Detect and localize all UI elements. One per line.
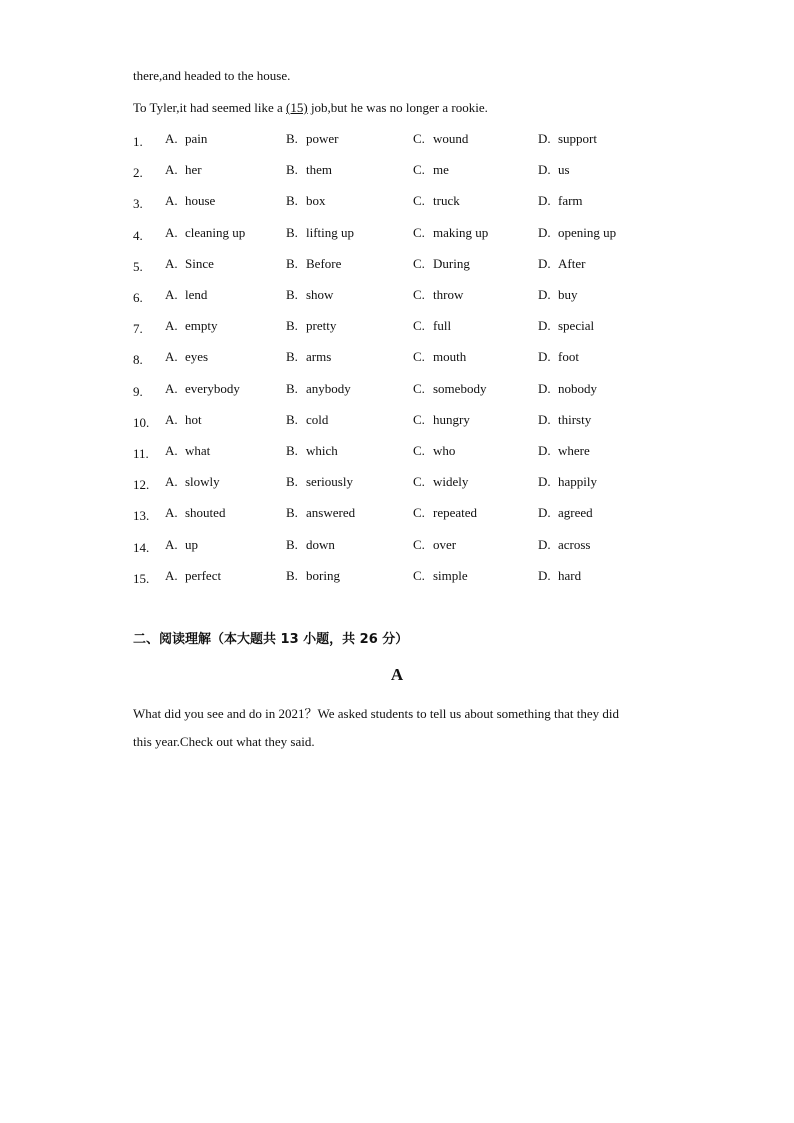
option-c bbox=[413, 568, 468, 584]
option-text: boring bbox=[306, 567, 340, 583]
option-text: anybody bbox=[306, 380, 351, 396]
option-b bbox=[286, 381, 351, 397]
option-b bbox=[286, 225, 354, 241]
option-letter: B. bbox=[286, 443, 298, 458]
question-number: 7. bbox=[133, 321, 143, 337]
option-c bbox=[413, 131, 468, 147]
option-d bbox=[538, 505, 593, 521]
option-d bbox=[538, 349, 579, 365]
option-text: power bbox=[306, 131, 339, 146]
option-a bbox=[165, 443, 210, 459]
question-number: 4. bbox=[133, 227, 143, 243]
option-c bbox=[413, 349, 466, 365]
option-text: nobody bbox=[558, 380, 597, 396]
option-text: repeated bbox=[433, 505, 478, 521]
option-text: who bbox=[433, 443, 456, 458]
option-c bbox=[413, 287, 463, 303]
option-letter: D. bbox=[538, 131, 551, 146]
option-letter: B. bbox=[286, 318, 298, 334]
option-letter: B. bbox=[286, 505, 298, 521]
option-letter: B. bbox=[286, 162, 298, 178]
question-row bbox=[133, 349, 693, 369]
question-row bbox=[133, 162, 693, 182]
option-text: throw bbox=[433, 287, 464, 302]
option-letter: D. bbox=[538, 443, 551, 458]
option-b bbox=[286, 505, 355, 521]
option-d bbox=[538, 474, 597, 490]
option-letter: C. bbox=[413, 567, 425, 583]
option-text: happily bbox=[558, 474, 597, 490]
option-letter: A. bbox=[165, 411, 178, 427]
option-text: During bbox=[433, 255, 470, 271]
option-a bbox=[165, 474, 220, 490]
option-letter: A. bbox=[165, 505, 178, 521]
question-number: 10. bbox=[133, 414, 150, 430]
option-text: where bbox=[558, 443, 590, 458]
question-row bbox=[133, 474, 693, 494]
option-c bbox=[413, 505, 477, 521]
option-letter: D. bbox=[538, 349, 551, 365]
question-number: 13. bbox=[133, 508, 150, 524]
option-a bbox=[165, 162, 202, 178]
question-row bbox=[133, 256, 693, 276]
option-text: hot bbox=[185, 411, 202, 427]
question-number: 8. bbox=[133, 352, 143, 368]
option-letter: C. bbox=[413, 287, 425, 302]
question-number: 3. bbox=[133, 196, 143, 212]
question-number: 15. bbox=[133, 570, 150, 586]
option-letter: D. bbox=[538, 162, 551, 178]
passage-intro-line-2: this year.Check out what they said. bbox=[133, 734, 315, 749]
option-text: full bbox=[433, 318, 452, 334]
option-text: which bbox=[306, 443, 338, 458]
option-c bbox=[413, 318, 451, 334]
option-text: what bbox=[185, 443, 211, 458]
option-text: farm bbox=[558, 193, 583, 209]
passage-text-before-blank: To Tyler,it had seemed like a bbox=[133, 100, 287, 115]
option-letter: A. bbox=[165, 162, 178, 178]
question-number: 14. bbox=[133, 539, 150, 555]
option-a bbox=[165, 537, 198, 553]
option-text: opening up bbox=[558, 224, 617, 240]
option-a bbox=[165, 287, 207, 303]
option-text: eyes bbox=[185, 349, 209, 365]
passage-title: A bbox=[390, 665, 404, 684]
question-row bbox=[133, 505, 693, 525]
option-a bbox=[165, 225, 245, 241]
option-c bbox=[413, 162, 449, 178]
option-a bbox=[165, 412, 202, 428]
option-text: them bbox=[306, 162, 332, 178]
option-letter: C. bbox=[413, 443, 425, 458]
option-text: hungry bbox=[433, 411, 470, 427]
option-text: pain bbox=[185, 131, 208, 146]
option-letter: C. bbox=[413, 224, 425, 240]
passage-end-line-1: there,and headed to the house. bbox=[133, 68, 291, 83]
option-letter: C. bbox=[413, 349, 425, 365]
option-letter: B. bbox=[286, 255, 298, 271]
option-letter: D. bbox=[538, 536, 551, 552]
option-letter: D. bbox=[538, 411, 551, 427]
option-letter: C. bbox=[413, 318, 425, 334]
option-text: show bbox=[306, 287, 334, 302]
option-text: seriously bbox=[306, 474, 353, 490]
question-number: 6. bbox=[133, 290, 143, 305]
option-d bbox=[538, 381, 597, 397]
option-text: hard bbox=[558, 567, 582, 583]
option-d bbox=[538, 162, 570, 178]
option-b bbox=[286, 443, 338, 459]
option-text: buy bbox=[558, 287, 578, 302]
option-b bbox=[286, 349, 331, 365]
option-text: simple bbox=[433, 567, 468, 583]
option-c bbox=[413, 474, 468, 490]
option-text: cleaning up bbox=[185, 224, 246, 240]
option-letter: B. bbox=[286, 536, 298, 552]
option-letter: C. bbox=[413, 162, 425, 178]
option-c bbox=[413, 381, 486, 397]
option-a bbox=[165, 131, 207, 147]
option-d bbox=[538, 131, 597, 147]
option-letter: C. bbox=[413, 255, 425, 271]
option-b bbox=[286, 474, 353, 490]
question-row bbox=[133, 412, 693, 432]
option-letter: D. bbox=[538, 505, 551, 521]
option-d bbox=[538, 318, 594, 334]
option-letter: B. bbox=[286, 349, 298, 365]
option-letter: C. bbox=[413, 411, 425, 427]
option-letter: C. bbox=[413, 505, 425, 521]
option-b bbox=[286, 412, 328, 428]
option-letter: C. bbox=[413, 536, 425, 552]
option-letter: D. bbox=[538, 193, 551, 209]
question-row bbox=[133, 568, 693, 588]
option-letter: A. bbox=[165, 318, 178, 334]
option-letter: B. bbox=[286, 474, 298, 490]
option-c bbox=[413, 412, 470, 428]
option-letter: B. bbox=[286, 567, 298, 583]
option-b bbox=[286, 287, 333, 303]
question-row bbox=[133, 131, 693, 151]
option-text: empty bbox=[185, 318, 218, 334]
option-text: everybody bbox=[185, 380, 240, 396]
option-text: foot bbox=[558, 349, 579, 365]
option-a bbox=[165, 568, 221, 584]
option-letter: D. bbox=[538, 474, 551, 490]
option-text: widely bbox=[433, 474, 469, 490]
question-row bbox=[133, 443, 693, 463]
option-text: cold bbox=[306, 411, 329, 427]
option-c bbox=[413, 256, 470, 272]
option-text: down bbox=[306, 536, 335, 552]
option-letter: C. bbox=[413, 474, 425, 490]
option-a bbox=[165, 381, 240, 397]
option-text: thirsty bbox=[558, 411, 592, 427]
option-text: me bbox=[433, 162, 449, 178]
option-text: making up bbox=[433, 224, 489, 240]
option-letter: A. bbox=[165, 536, 178, 552]
option-c bbox=[413, 537, 456, 553]
option-letter: A. bbox=[165, 474, 178, 490]
question-row bbox=[133, 318, 693, 338]
option-text: agreed bbox=[558, 505, 593, 521]
option-b bbox=[286, 568, 340, 584]
option-text: special bbox=[558, 318, 595, 334]
option-d bbox=[538, 568, 581, 584]
blank-15: (15) bbox=[286, 100, 308, 115]
question-row bbox=[133, 225, 693, 245]
question-row bbox=[133, 381, 693, 401]
option-text: support bbox=[558, 131, 597, 146]
option-letter: B. bbox=[286, 193, 298, 209]
option-text: After bbox=[558, 255, 586, 271]
question-number: 12. bbox=[133, 477, 150, 493]
question-number: 1. bbox=[133, 134, 143, 149]
option-letter: D. bbox=[538, 255, 551, 271]
option-letter: D. bbox=[538, 380, 551, 396]
option-text: wound bbox=[433, 131, 469, 146]
option-a bbox=[165, 193, 215, 209]
option-text: Before bbox=[306, 255, 342, 271]
option-d bbox=[538, 412, 591, 428]
option-letter: D. bbox=[538, 287, 551, 302]
option-letter: A. bbox=[165, 380, 178, 396]
option-letter: D. bbox=[538, 567, 551, 583]
option-d bbox=[538, 256, 585, 272]
passage-end-line-2 bbox=[133, 100, 488, 116]
option-c bbox=[413, 443, 455, 459]
question-number: 9. bbox=[133, 383, 143, 399]
option-d bbox=[538, 225, 616, 241]
option-c bbox=[413, 225, 488, 241]
option-text: box bbox=[306, 193, 326, 209]
option-text: lend bbox=[185, 287, 208, 302]
option-letter: C. bbox=[413, 131, 425, 146]
option-text: up bbox=[185, 536, 198, 552]
option-letter: A. bbox=[165, 287, 178, 302]
section-heading: 二、阅读理解（本大题共 13 小题，共 26 分） bbox=[133, 632, 409, 647]
option-text: shouted bbox=[185, 505, 226, 521]
option-letter: A. bbox=[165, 349, 178, 365]
option-letter: B. bbox=[286, 131, 298, 146]
option-d bbox=[538, 287, 578, 303]
option-b bbox=[286, 131, 339, 147]
question-row bbox=[133, 193, 693, 213]
option-b bbox=[286, 256, 341, 272]
question-number: 5. bbox=[133, 258, 143, 274]
option-a bbox=[165, 505, 225, 521]
passage-text-after-blank: job,but he was no longer a rookie. bbox=[307, 100, 488, 115]
option-letter: B. bbox=[286, 380, 298, 396]
option-text: pretty bbox=[306, 318, 337, 334]
option-text: arms bbox=[306, 349, 332, 365]
option-letter: B. bbox=[286, 287, 298, 302]
option-a bbox=[165, 349, 208, 365]
option-a bbox=[165, 256, 214, 272]
option-text: across bbox=[558, 536, 591, 552]
option-text: slowly bbox=[185, 474, 220, 490]
option-letter: D. bbox=[538, 318, 551, 334]
option-text: perfect bbox=[185, 567, 222, 583]
option-b bbox=[286, 162, 332, 178]
option-letter: C. bbox=[413, 380, 425, 396]
question-number: 11. bbox=[133, 446, 149, 461]
question-row bbox=[133, 287, 693, 307]
question-row bbox=[133, 537, 693, 557]
option-d bbox=[538, 443, 590, 459]
option-text: lifting up bbox=[306, 224, 355, 240]
option-letter: B. bbox=[286, 411, 298, 427]
option-b bbox=[286, 193, 326, 209]
option-text: her bbox=[185, 162, 202, 178]
option-letter: A. bbox=[165, 567, 178, 583]
option-letter: A. bbox=[165, 131, 178, 146]
option-letter: A. bbox=[165, 224, 178, 240]
option-b bbox=[286, 318, 336, 334]
option-letter: A. bbox=[165, 255, 178, 271]
option-d bbox=[538, 537, 591, 553]
option-text: truck bbox=[433, 193, 460, 209]
option-text: us bbox=[558, 162, 570, 178]
option-a bbox=[165, 318, 218, 334]
option-letter: B. bbox=[286, 224, 298, 240]
option-letter: A. bbox=[165, 443, 178, 458]
question-number: 2. bbox=[133, 165, 143, 181]
option-b bbox=[286, 537, 335, 553]
option-text: over bbox=[433, 536, 457, 552]
option-text: answered bbox=[306, 505, 356, 521]
option-text: mouth bbox=[433, 349, 467, 365]
option-text: Since bbox=[185, 255, 214, 271]
option-letter: C. bbox=[413, 193, 425, 209]
option-d bbox=[538, 193, 583, 209]
option-c bbox=[413, 193, 460, 209]
passage-intro-line-1: What did you see and do in 2021？We asked students to tell us about something that they did bbox=[133, 706, 620, 721]
option-text: somebody bbox=[433, 380, 487, 396]
option-letter: A. bbox=[165, 193, 178, 209]
option-text: house bbox=[185, 193, 216, 209]
option-letter: D. bbox=[538, 224, 551, 240]
